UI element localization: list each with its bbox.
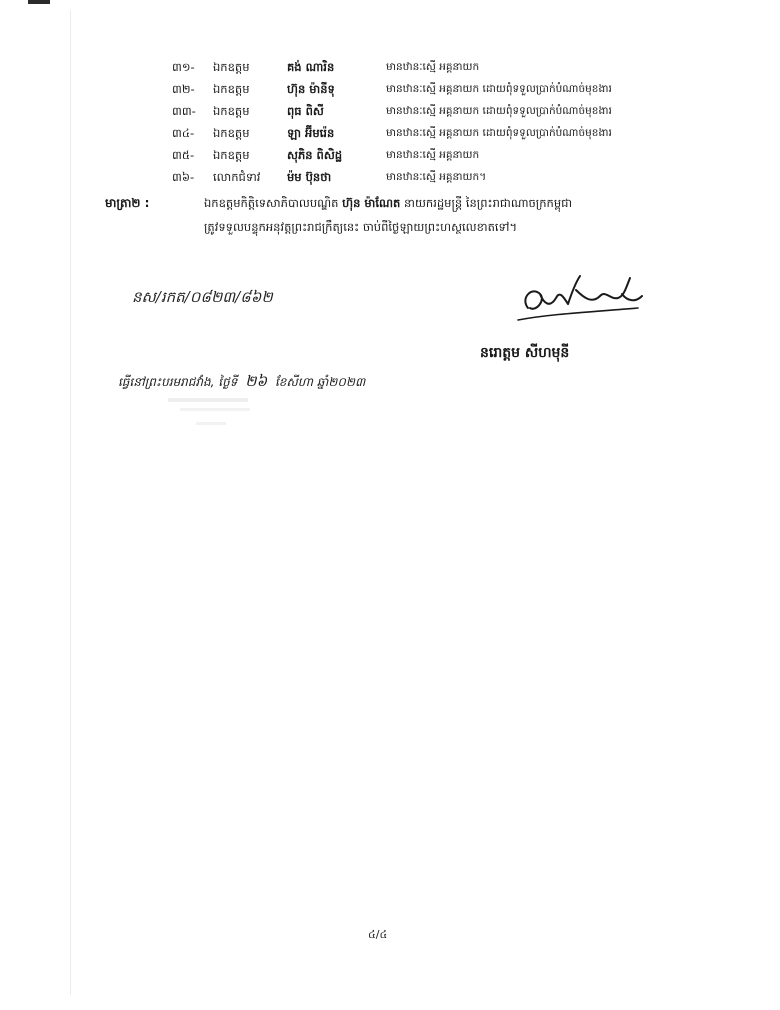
member-name: គង់ ណារិន <box>287 60 335 74</box>
member-row <box>0 100 780 122</box>
member-row <box>0 122 780 144</box>
member-name: ហ៊ុន ម៉ានីទុ <box>287 82 335 96</box>
date-line <box>118 372 365 394</box>
member-name: សុភិន ពិសិដ្ឋ <box>287 148 343 162</box>
member-number: ៣២- <box>172 82 195 96</box>
member-rank: មានឋានៈស្មើ អគ្គនាយក ដោយពុំទទួលប្រាក់បំណាច់មុខងារ <box>386 105 612 117</box>
member-rank: មានឋានៈស្មើ អគ្គនាយក <box>386 149 480 161</box>
article-text-line-2: ត្រូវទទួលបន្ទុកអនុវត្តព្រះរាជក្រឹត្យនេះ ចាប់ពីថ្ងៃឡាយព្រះហស្ថលេខាតទៅ។ <box>204 220 518 234</box>
member-name: ម៉ម ប៊ុនថា <box>287 170 332 184</box>
member-title: ឯកឧត្តម <box>213 126 250 140</box>
member-title: ឯកឧត្តម <box>213 60 250 74</box>
page-number: ៤/៤ <box>368 928 388 941</box>
faded-stamp-image <box>160 392 270 442</box>
member-name: ឡា អ៊ីមរ៉េន <box>287 126 335 140</box>
reference-number: នស/រកត/០៨២៣/៨៦២ <box>132 288 273 306</box>
member-row <box>0 144 780 166</box>
member-rank: មានឋានៈស្មើ អគ្គនាយក។ <box>386 171 487 183</box>
member-rank: មានឋានៈស្មើ អគ្គនាយក <box>386 61 480 73</box>
member-number: ៣៤- <box>172 126 195 140</box>
date-suffix: ខែសីហា ឆ្នាំ២០២៣ <box>274 375 366 389</box>
article-label: មាត្រា២ : <box>105 196 150 210</box>
member-title: លោកជំទាវ <box>213 170 261 184</box>
member-list <box>0 56 780 188</box>
member-number: ៣៦- <box>172 170 195 184</box>
member-row <box>0 166 780 188</box>
member-number: ៣៥- <box>172 148 195 162</box>
member-title: ឯកឧត្តម <box>213 104 250 118</box>
member-rank: មានឋានៈស្មើ អគ្គនាយក ដោយពុំទទួលប្រាក់បំណាច់មុខងារ <box>386 127 612 139</box>
member-row <box>0 78 780 100</box>
member-row <box>0 56 780 78</box>
member-number: ៣១- <box>172 60 195 74</box>
date-day: ២៦ <box>245 372 268 390</box>
member-rank: មានឋានៈស្មើ អគ្គនាយក ដោយពុំទទួលប្រាក់បំណាច់មុខងារ <box>386 83 612 95</box>
article-text-line-1 <box>204 192 572 214</box>
signature-image <box>510 268 660 330</box>
member-title: ឯកឧត្តម <box>213 82 250 96</box>
member-name: ពុធ ពិសី <box>287 104 324 118</box>
scan-mark <box>28 0 50 4</box>
date-prefix: ធ្វើនៅព្រះបរមរាជវាំង, ថ្ងៃទី <box>118 375 238 389</box>
article-text-after-name: នាយករដ្ឋមន្ត្រី នៃព្រះរាជាណាចក្រកម្ពុជា <box>404 196 573 210</box>
signer-name: នរោត្តម សីហមុនី <box>480 345 570 361</box>
article-text-before-name: ឯកឧត្តមកិត្តិទេសាភិបាលបណ្ឌិត <box>204 196 339 210</box>
member-number: ៣៣- <box>172 104 196 118</box>
prime-minister-name: ហ៊ុន ម៉ាណែត <box>342 196 401 210</box>
member-title: ឯកឧត្តម <box>213 148 250 162</box>
